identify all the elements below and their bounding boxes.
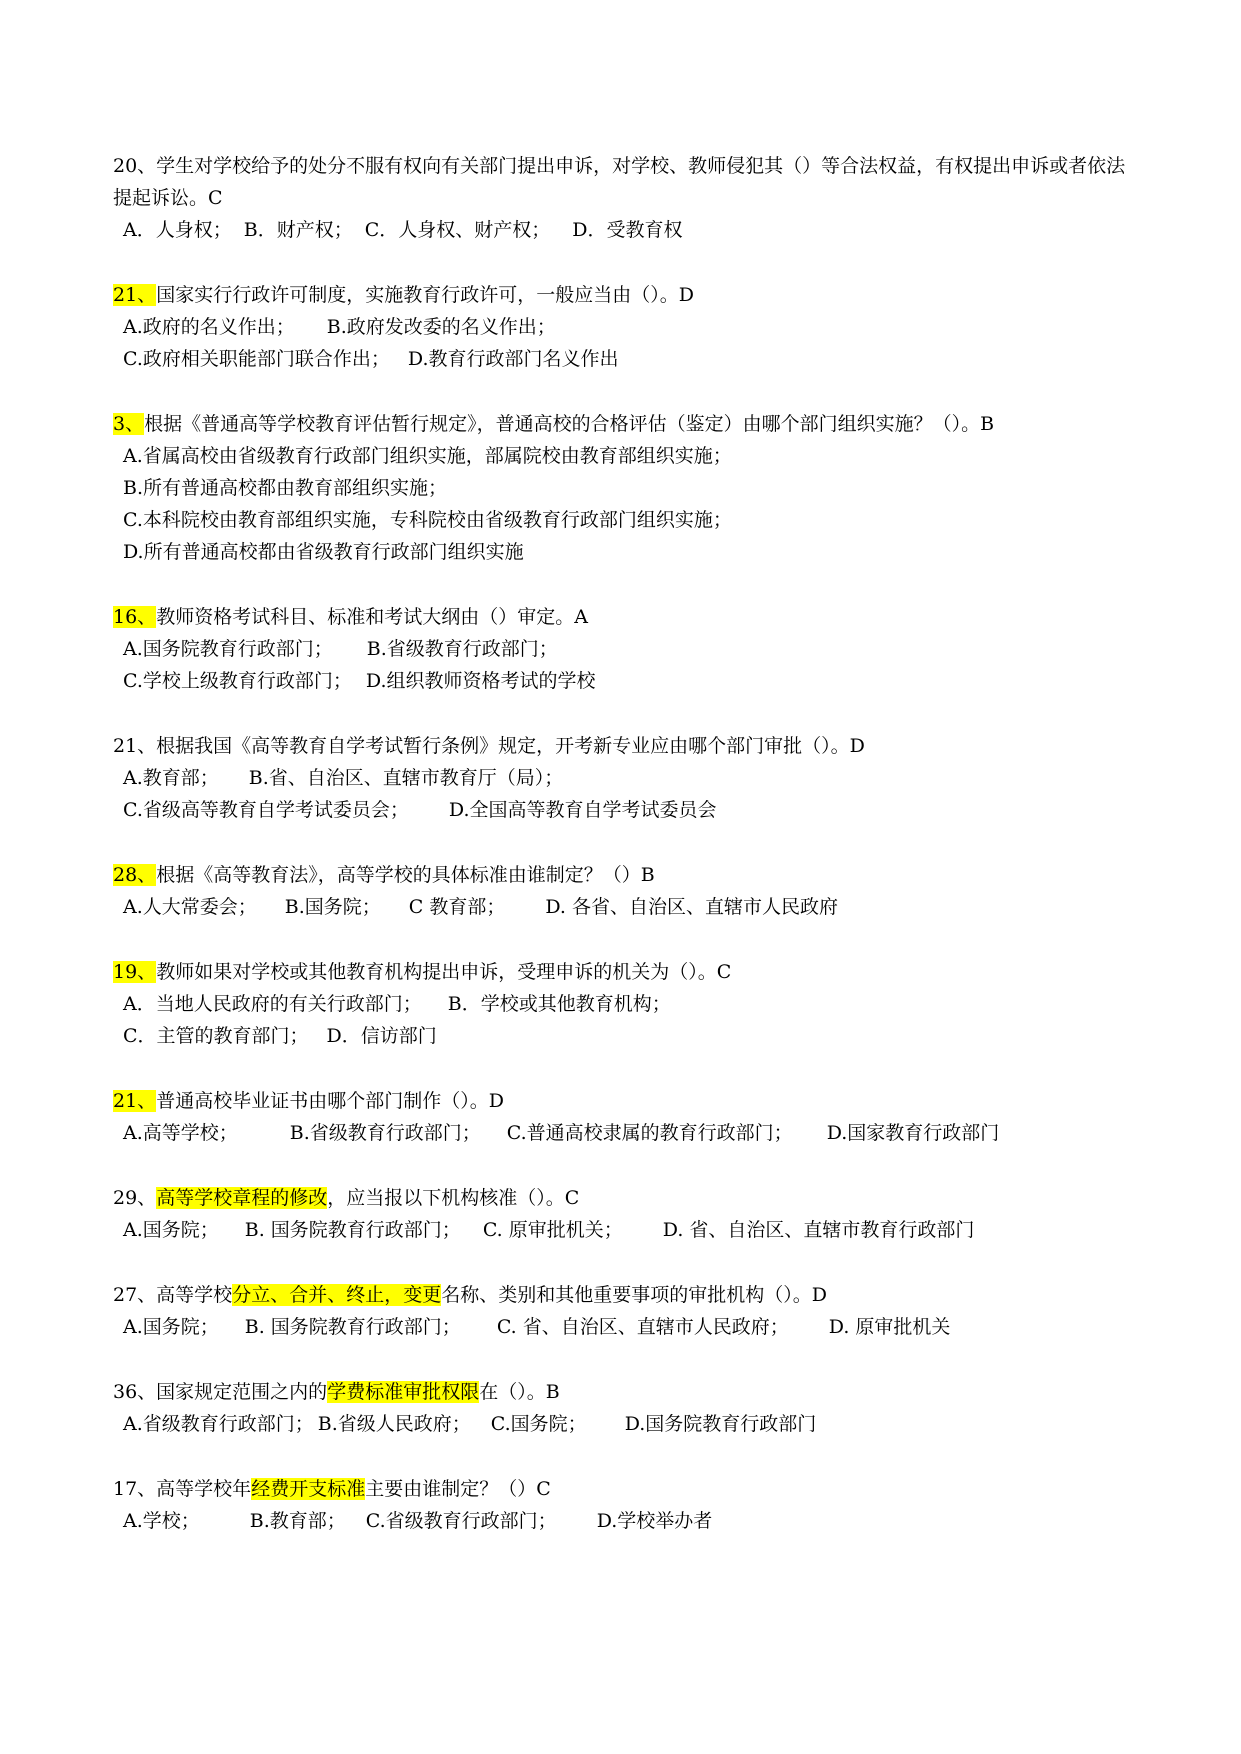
options-line xyxy=(113,536,1133,568)
answer-option: C. 原审批机关； xyxy=(482,1219,623,1241)
question-spacer xyxy=(113,1440,1133,1473)
answer-option: D.组织教师资格考试的学校 xyxy=(365,670,596,692)
answer-option: D.所有普通高校都由省级教育行政部门组织实施 xyxy=(123,541,524,563)
highlighted-text: 高等学校章程的修改 xyxy=(156,1187,328,1209)
question-stem xyxy=(113,1279,1133,1311)
question-spacer xyxy=(113,375,1133,408)
answer-option: A.国务院教育行政部门； xyxy=(123,638,333,660)
answer-option: C.省级高等教育自学考试委员会； xyxy=(123,799,409,821)
answer-option: A.省属高校由省级教育行政部门组织实施，部属院校由教育部组织实施； xyxy=(123,445,732,467)
question-spacer xyxy=(113,246,1133,279)
highlighted-text: 19、 xyxy=(113,961,157,983)
answer-option: B.省级教育行政部门； xyxy=(366,638,558,660)
answer-option: B．财产权； xyxy=(243,219,353,241)
question-block xyxy=(113,956,1133,1052)
question-block xyxy=(113,1085,1133,1149)
question-stem xyxy=(113,408,1133,440)
answer-option: A.高等学校； xyxy=(123,1122,238,1144)
answer-option: C．主管的教育部门； xyxy=(123,1025,309,1047)
stem-text: 普通高校毕业证书由哪个部门制作（）。D xyxy=(156,1090,504,1112)
answer-option: D.学校举办者 xyxy=(596,1510,713,1532)
stem-text: 17、高等学校年 xyxy=(113,1478,252,1500)
answer-option: C.政府相关职能部门联合作出； xyxy=(123,348,390,370)
answer-option: C. 省、自治区、直辖市人民政府； xyxy=(496,1316,789,1338)
question-spacer xyxy=(113,826,1133,859)
answer-option: B.国务院； xyxy=(284,896,381,918)
options-line xyxy=(113,1408,1133,1440)
answer-option: D．受教育权 xyxy=(572,219,683,241)
highlighted-text: 学费标准审批权限 xyxy=(327,1381,480,1403)
highlighted-text: 21、 xyxy=(113,1090,157,1112)
answer-option: A.国务院； xyxy=(123,1219,219,1241)
answer-option: A.学校； xyxy=(123,1510,200,1532)
answer-option: A.国务院； xyxy=(123,1316,219,1338)
options-line xyxy=(113,343,1133,375)
stem-text: 20、学生对学校给予的处分不服有权向有关部门提出申诉，对学校、教师侵犯其（）等合法权益，有权提出申诉或者依法提起诉讼。C xyxy=(113,155,1126,209)
question-stem xyxy=(113,1376,1133,1408)
question-spacer xyxy=(113,1052,1133,1085)
answer-option: D．信访部门 xyxy=(326,1025,437,1047)
answer-option: B．学校或其他教育机构； xyxy=(447,993,671,1015)
answer-option: D.全国高等教育自学考试委员会 xyxy=(448,799,717,821)
options-line xyxy=(113,1311,1133,1343)
stem-text: 29、 xyxy=(113,1187,157,1209)
answer-option: B.政府发改委的名义作出； xyxy=(326,316,556,338)
question-spacer xyxy=(113,923,1133,956)
answer-option: A．人身权； xyxy=(123,219,232,241)
question-stem xyxy=(113,1085,1133,1117)
highlighted-text: 28、 xyxy=(113,864,157,886)
stem-text: 21、根据我国《高等教育自学考试暂行条例》规定，开考新专业应由哪个部门审批（）。D xyxy=(113,735,865,757)
answer-option: D.国务院教育行政部门 xyxy=(624,1413,817,1435)
answer-option: D.教育行政部门名义作出 xyxy=(407,348,619,370)
answer-option: A．当地人民政府的有关行政部门； xyxy=(123,993,422,1015)
stem-text: 根据《普通高等学校教育评估暂行规定》，普通高校的合格评估（鉴定）由哪个部门组织实施？（）。B xyxy=(144,413,995,435)
options-line xyxy=(113,988,1133,1020)
answer-option: C.本科院校由教育部组织实施，专科院校由省级教育行政部门组织实施； xyxy=(123,509,732,531)
options-line xyxy=(113,1214,1133,1246)
question-stem xyxy=(113,601,1133,633)
answer-option: B.省、自治区、直辖市教育厅（局）； xyxy=(248,767,564,789)
question-stem xyxy=(113,1182,1133,1214)
question-stem xyxy=(113,956,1133,988)
question-block xyxy=(113,1182,1133,1246)
question-spacer xyxy=(113,568,1133,601)
answer-option: C.省级教育行政部门； xyxy=(365,1510,557,1532)
stem-text: 主要由谁制定？（）C xyxy=(365,1478,551,1500)
answer-option: B. 国务院教育行政部门； xyxy=(244,1316,461,1338)
stem-text: 27、高等学校 xyxy=(113,1284,233,1306)
highlighted-text: 经费开支标准 xyxy=(251,1478,366,1500)
options-line xyxy=(113,665,1133,697)
answer-option: C．人身权、财产权； xyxy=(364,219,551,241)
question-block xyxy=(113,408,1133,568)
answer-option: D.国家教育行政部门 xyxy=(826,1122,1000,1144)
answer-option: C.普通高校隶属的教育行政部门； xyxy=(506,1122,793,1144)
stem-text: 国家实行行政许可制度，实施教育行政许可，一般应当由（）。D xyxy=(156,284,694,306)
question-stem xyxy=(113,1473,1133,1505)
question-block xyxy=(113,1473,1133,1537)
highlighted-text: 16、 xyxy=(113,606,157,628)
answer-option: B.所有普通高校都由教育部组织实施； xyxy=(123,477,448,499)
answer-option: B.教育部； xyxy=(249,1510,346,1532)
answer-option: D. 省、自治区、直辖市教育行政部门 xyxy=(662,1219,975,1241)
options-line xyxy=(113,1020,1133,1052)
question-block xyxy=(113,1376,1133,1440)
question-spacer xyxy=(113,697,1133,730)
highlighted-text: 21、 xyxy=(113,284,157,306)
options-line xyxy=(113,633,1133,665)
stem-text: 在（）。B xyxy=(479,1381,560,1403)
options-line xyxy=(113,1117,1133,1149)
options-line xyxy=(113,472,1133,504)
question-spacer xyxy=(113,1343,1133,1376)
options-line xyxy=(113,214,1133,246)
options-line xyxy=(113,440,1133,472)
stem-text: ，应当报以下机构核准（）。C xyxy=(327,1187,580,1209)
answer-option: A.教育部； xyxy=(123,767,219,789)
question-stem xyxy=(113,150,1133,214)
stem-text: 36、国家规定范围之内的 xyxy=(113,1381,328,1403)
options-line xyxy=(113,504,1133,536)
stem-text: 名称、类别和其他重要事项的审批机构（）。D xyxy=(441,1284,827,1306)
answer-option: D. 原审批机关 xyxy=(828,1316,951,1338)
question-block xyxy=(113,150,1133,246)
answer-option: A.省级教育行政部门； xyxy=(123,1413,314,1435)
question-spacer xyxy=(113,1149,1133,1182)
question-block xyxy=(113,601,1133,697)
highlighted-text: 3、 xyxy=(113,413,145,435)
answer-option: D. 各省、自治区、直辖市人民政府 xyxy=(545,896,838,918)
answer-option: A.政府的名义作出； xyxy=(123,316,295,338)
question-block xyxy=(113,1279,1133,1343)
answer-option: C.国务院； xyxy=(490,1413,587,1435)
highlighted-text: 分立、合并、终止，变更 xyxy=(232,1284,442,1306)
question-spacer xyxy=(113,1246,1133,1279)
answer-option: B.省级教育行政部门； xyxy=(289,1122,481,1144)
question-block xyxy=(113,730,1133,826)
stem-text: 教师资格考试科目、标准和考试大纲由（）审定。A xyxy=(156,606,588,628)
answer-option: B. 国务院教育行政部门； xyxy=(244,1219,461,1241)
question-block xyxy=(113,279,1133,375)
question-stem xyxy=(113,859,1133,891)
options-line xyxy=(113,311,1133,343)
answer-option: C.学校上级教育行政部门； xyxy=(123,670,352,692)
options-line xyxy=(113,891,1133,923)
exam-question-list xyxy=(113,150,1133,1537)
options-line xyxy=(113,762,1133,794)
stem-text: 教师如果对学校或其他教育机构提出申诉，受理申诉的机关为（）。C xyxy=(156,961,732,983)
answer-option: C 教育部； xyxy=(408,896,506,918)
question-block xyxy=(113,859,1133,923)
answer-option: B.省级人民政府； xyxy=(317,1413,471,1435)
answer-option: A.人大常委会； xyxy=(123,896,257,918)
options-line xyxy=(113,794,1133,826)
options-line xyxy=(113,1505,1133,1537)
stem-text: 根据《高等教育法》，高等学校的具体标准由谁制定？（）B xyxy=(156,864,655,886)
question-stem xyxy=(113,730,1133,762)
question-stem xyxy=(113,279,1133,311)
